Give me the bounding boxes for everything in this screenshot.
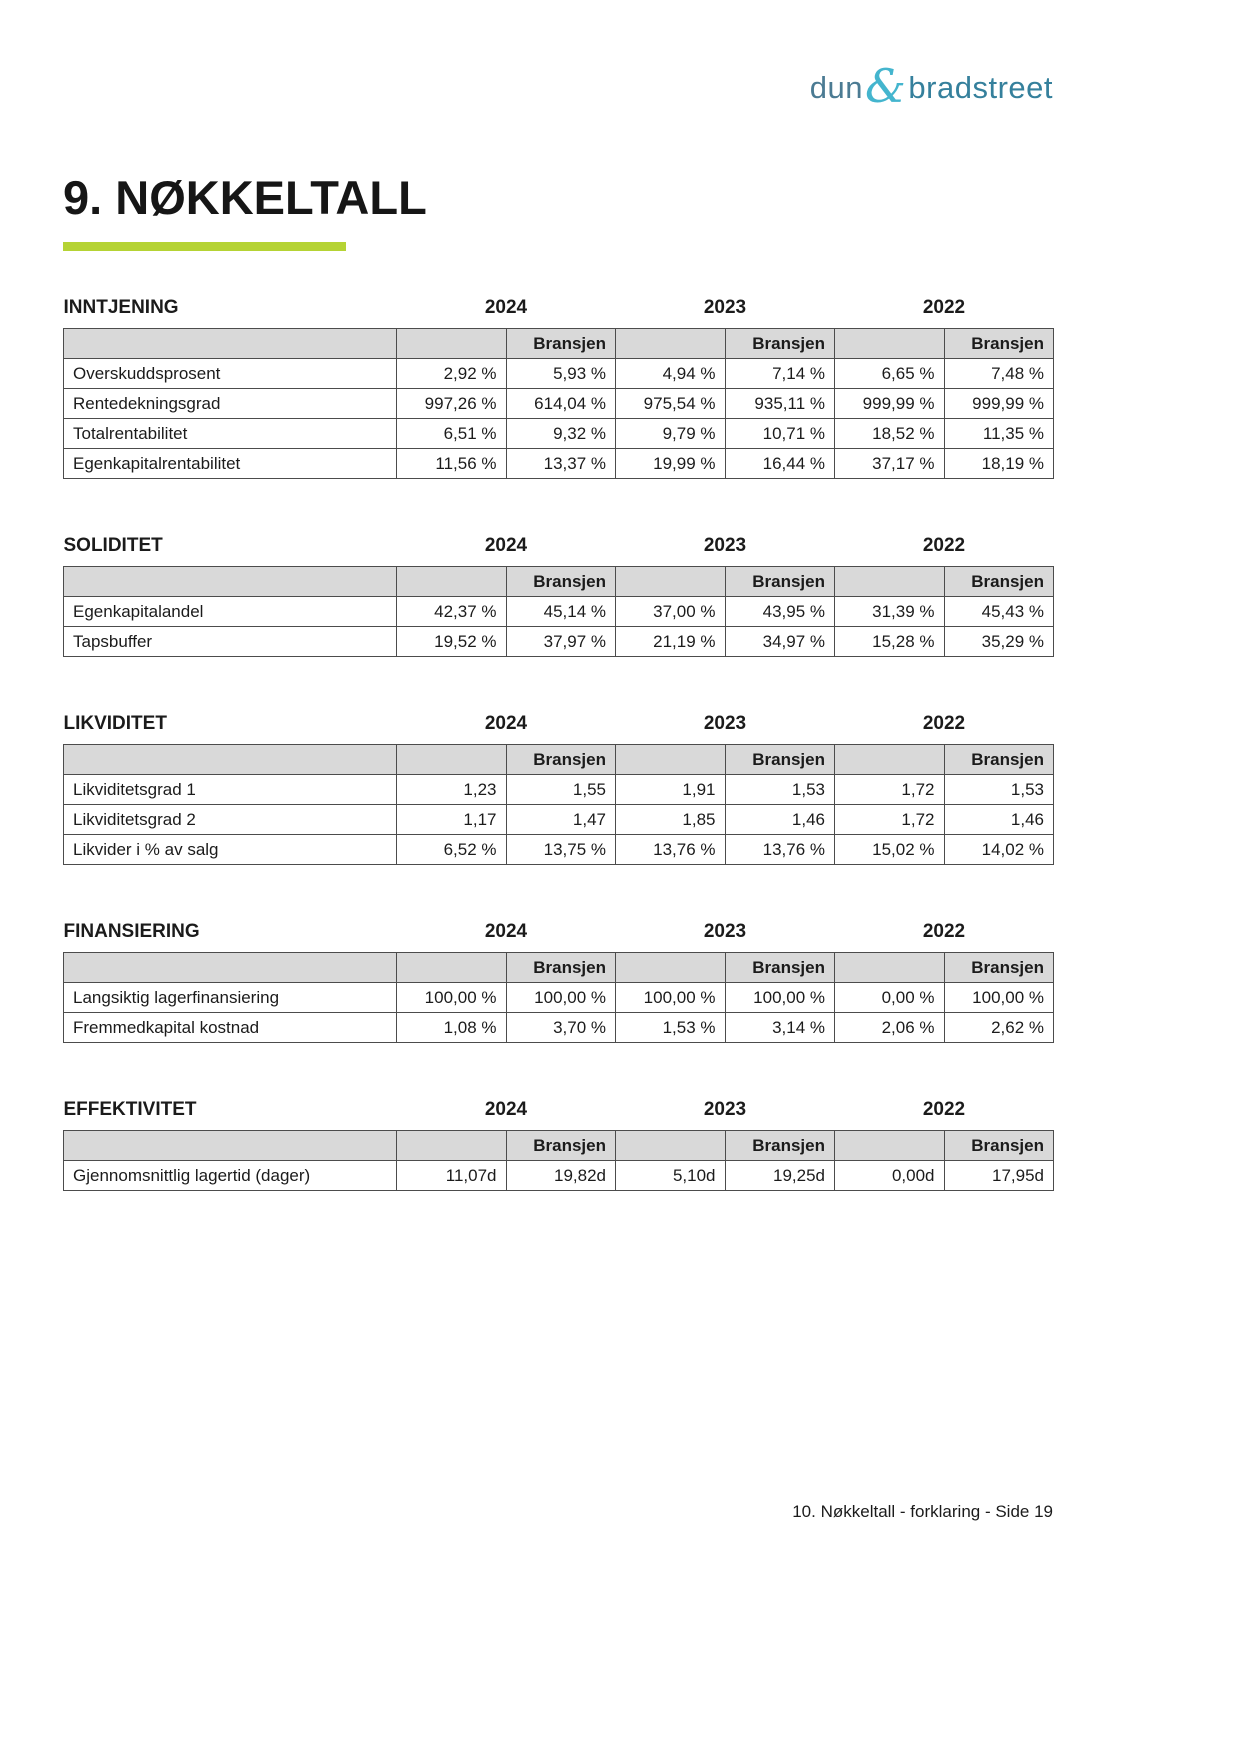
value-cell: 10,71 %: [725, 419, 835, 449]
brand-logo: dun & bradstreet: [809, 59, 1053, 113]
table-row: [64, 835, 1054, 865]
header-spacer-cell: [616, 567, 726, 597]
kpi-table-finansiering: [63, 921, 1054, 1043]
section-title: INNTJENING: [64, 297, 397, 329]
value-cell: 19,25d: [725, 1161, 835, 1191]
value-cell: 3,14 %: [725, 1013, 835, 1043]
logo-row: [63, 0, 1053, 116]
header-spacer-cell: [835, 567, 945, 597]
year-label: 2022: [835, 921, 1054, 953]
bransjen-header-row: [64, 953, 1054, 983]
header-spacer-cell: [616, 1131, 726, 1161]
value-cell: 19,99 %: [616, 449, 726, 479]
year-row: [64, 921, 1054, 953]
value-cell: 45,14 %: [506, 597, 616, 627]
header-spacer-cell: [64, 567, 397, 597]
value-cell: 0,00d: [835, 1161, 945, 1191]
table-row: [64, 983, 1054, 1013]
section-title: LIKVIDITET: [64, 713, 397, 745]
value-cell: 4,94 %: [616, 359, 726, 389]
value-cell: 1,47: [506, 805, 616, 835]
year-label: 2023: [616, 1099, 835, 1131]
header-spacer-cell: [64, 745, 397, 775]
value-cell: 100,00 %: [944, 983, 1054, 1013]
value-cell: 1,08 %: [397, 1013, 507, 1043]
value-cell: 6,52 %: [397, 835, 507, 865]
row-label: Rentedekningsgrad: [64, 389, 397, 419]
table-row: [64, 359, 1054, 389]
value-cell: 0,00 %: [835, 983, 945, 1013]
section-title: EFFEKTIVITET: [64, 1099, 397, 1131]
value-cell: 614,04 %: [506, 389, 616, 419]
header-spacer-cell: [64, 953, 397, 983]
value-cell: 935,11 %: [725, 389, 835, 419]
value-cell: 1,91: [616, 775, 726, 805]
value-cell: 19,82d: [506, 1161, 616, 1191]
row-label: Likvider i % av salg: [64, 835, 397, 865]
row-label: Egenkapitalandel: [64, 597, 397, 627]
year-label: 2024: [397, 297, 616, 329]
logo-bradstreet-text: bradstreet: [908, 70, 1053, 105]
value-cell: 35,29 %: [944, 627, 1054, 657]
bransjen-header-row: [64, 329, 1054, 359]
kpi-table-effektivitet: [63, 1099, 1054, 1191]
year-label: 2023: [616, 713, 835, 745]
year-label: 2023: [616, 921, 835, 953]
title-accent-bar: [63, 242, 346, 251]
header-spacer-cell: [835, 1131, 945, 1161]
table-row: [64, 1013, 1054, 1043]
value-cell: 9,79 %: [616, 419, 726, 449]
year-label: 2023: [616, 535, 835, 567]
year-label: 2023: [616, 297, 835, 329]
bransjen-header: Bransjen: [506, 745, 616, 775]
table-row: [64, 1161, 1054, 1191]
value-cell: 16,44 %: [725, 449, 835, 479]
value-cell: 6,65 %: [835, 359, 945, 389]
value-cell: 19,52 %: [397, 627, 507, 657]
year-label: 2024: [397, 535, 616, 567]
row-label: Langsiktig lagerfinansiering: [64, 983, 397, 1013]
value-cell: 997,26 %: [397, 389, 507, 419]
table-row: [64, 389, 1054, 419]
table-row: [64, 775, 1054, 805]
row-label: Totalrentabilitet: [64, 419, 397, 449]
bransjen-header: Bransjen: [725, 953, 835, 983]
value-cell: 999,99 %: [944, 389, 1054, 419]
row-label: Gjennomsnittlig lagertid (dager): [64, 1161, 397, 1191]
year-row: [64, 535, 1054, 567]
bransjen-header: Bransjen: [944, 745, 1054, 775]
value-cell: 1,55: [506, 775, 616, 805]
year-row: [64, 1099, 1054, 1131]
tables-container: [63, 297, 1053, 1191]
year-row: [64, 713, 1054, 745]
value-cell: 1,72: [835, 805, 945, 835]
value-cell: 100,00 %: [397, 983, 507, 1013]
row-label: Likviditetsgrad 2: [64, 805, 397, 835]
value-cell: 13,37 %: [506, 449, 616, 479]
value-cell: 7,48 %: [944, 359, 1054, 389]
value-cell: 18,52 %: [835, 419, 945, 449]
value-cell: 100,00 %: [506, 983, 616, 1013]
value-cell: 11,07d: [397, 1161, 507, 1191]
year-label: 2024: [397, 1099, 616, 1131]
value-cell: 14,02 %: [944, 835, 1054, 865]
value-cell: 15,28 %: [835, 627, 945, 657]
value-cell: 45,43 %: [944, 597, 1054, 627]
header-spacer-cell: [835, 745, 945, 775]
value-cell: 42,37 %: [397, 597, 507, 627]
header-spacer-cell: [397, 745, 507, 775]
bransjen-header: Bransjen: [506, 1131, 616, 1161]
value-cell: 43,95 %: [725, 597, 835, 627]
header-spacer-cell: [616, 953, 726, 983]
value-cell: 34,97 %: [725, 627, 835, 657]
page-title: 9. NØKKELTALL: [63, 171, 427, 224]
bransjen-header: Bransjen: [944, 953, 1054, 983]
value-cell: 37,97 %: [506, 627, 616, 657]
year-label: 2022: [835, 535, 1054, 567]
value-cell: 6,51 %: [397, 419, 507, 449]
header-spacer-cell: [397, 953, 507, 983]
table-row: [64, 627, 1054, 657]
year-label: 2024: [397, 713, 616, 745]
value-cell: 11,35 %: [944, 419, 1054, 449]
kpi-table-soliditet: [63, 535, 1054, 657]
bransjen-header: Bransjen: [506, 329, 616, 359]
value-cell: 5,93 %: [506, 359, 616, 389]
value-cell: 37,00 %: [616, 597, 726, 627]
header-spacer-cell: [397, 1131, 507, 1161]
bransjen-header: Bransjen: [506, 567, 616, 597]
value-cell: 999,99 %: [835, 389, 945, 419]
value-cell: 5,10d: [616, 1161, 726, 1191]
row-label: Egenkapitalrentabilitet: [64, 449, 397, 479]
table-row: [64, 805, 1054, 835]
value-cell: 1,53: [725, 775, 835, 805]
value-cell: 1,46: [944, 805, 1054, 835]
bransjen-header: Bransjen: [725, 329, 835, 359]
value-cell: 2,06 %: [835, 1013, 945, 1043]
bransjen-header: Bransjen: [725, 567, 835, 597]
value-cell: 13,76 %: [616, 835, 726, 865]
year-row: [64, 297, 1054, 329]
year-label: 2024: [397, 921, 616, 953]
value-cell: 1,72: [835, 775, 945, 805]
value-cell: 37,17 %: [835, 449, 945, 479]
value-cell: 100,00 %: [616, 983, 726, 1013]
value-cell: 9,32 %: [506, 419, 616, 449]
bransjen-header-row: [64, 745, 1054, 775]
value-cell: 7,14 %: [725, 359, 835, 389]
bransjen-header-row: [64, 567, 1054, 597]
value-cell: 100,00 %: [725, 983, 835, 1013]
bransjen-header: Bransjen: [944, 329, 1054, 359]
section-title: SOLIDITET: [64, 535, 397, 567]
value-cell: 17,95d: [944, 1161, 1054, 1191]
row-label: Tapsbuffer: [64, 627, 397, 657]
value-cell: 1,85: [616, 805, 726, 835]
value-cell: 13,75 %: [506, 835, 616, 865]
header-spacer-cell: [64, 329, 397, 359]
header-spacer-cell: [64, 1131, 397, 1161]
value-cell: 975,54 %: [616, 389, 726, 419]
value-cell: 31,39 %: [835, 597, 945, 627]
value-cell: 21,19 %: [616, 627, 726, 657]
value-cell: 1,23: [397, 775, 507, 805]
kpi-table-inntjening: [63, 297, 1054, 479]
year-label: 2022: [835, 1099, 1054, 1131]
value-cell: 1,53 %: [616, 1013, 726, 1043]
bransjen-header: Bransjen: [944, 567, 1054, 597]
row-label: Likviditetsgrad 1: [64, 775, 397, 805]
header-spacer-cell: [835, 953, 945, 983]
table-row: [64, 597, 1054, 627]
row-label: Fremmedkapital kostnad: [64, 1013, 397, 1043]
value-cell: 3,70 %: [506, 1013, 616, 1043]
section-title: FINANSIERING: [64, 921, 397, 953]
value-cell: 1,53: [944, 775, 1054, 805]
value-cell: 2,62 %: [944, 1013, 1054, 1043]
value-cell: 18,19 %: [944, 449, 1054, 479]
header-spacer-cell: [835, 329, 945, 359]
bransjen-header: Bransjen: [725, 1131, 835, 1161]
bransjen-header: Bransjen: [506, 953, 616, 983]
logo-dun-text: dun: [809, 70, 863, 105]
table-row: [64, 449, 1054, 479]
bransjen-header: Bransjen: [725, 745, 835, 775]
header-spacer-cell: [397, 567, 507, 597]
year-label: 2022: [835, 297, 1054, 329]
header-spacer-cell: [616, 329, 726, 359]
page-footer: 10. Nøkkeltall - forklaring - Side 19: [792, 1502, 1053, 1521]
header-spacer-cell: [616, 745, 726, 775]
bransjen-header-row: [64, 1131, 1054, 1161]
kpi-table-likviditet: [63, 713, 1054, 865]
row-label: Overskuddsprosent: [64, 359, 397, 389]
value-cell: 1,17: [397, 805, 507, 835]
bransjen-header: Bransjen: [944, 1131, 1054, 1161]
value-cell: 15,02 %: [835, 835, 945, 865]
value-cell: 2,92 %: [397, 359, 507, 389]
value-cell: 1,46: [725, 805, 835, 835]
year-label: 2022: [835, 713, 1054, 745]
value-cell: 13,76 %: [725, 835, 835, 865]
header-spacer-cell: [397, 329, 507, 359]
value-cell: 11,56 %: [397, 449, 507, 479]
table-row: [64, 419, 1054, 449]
